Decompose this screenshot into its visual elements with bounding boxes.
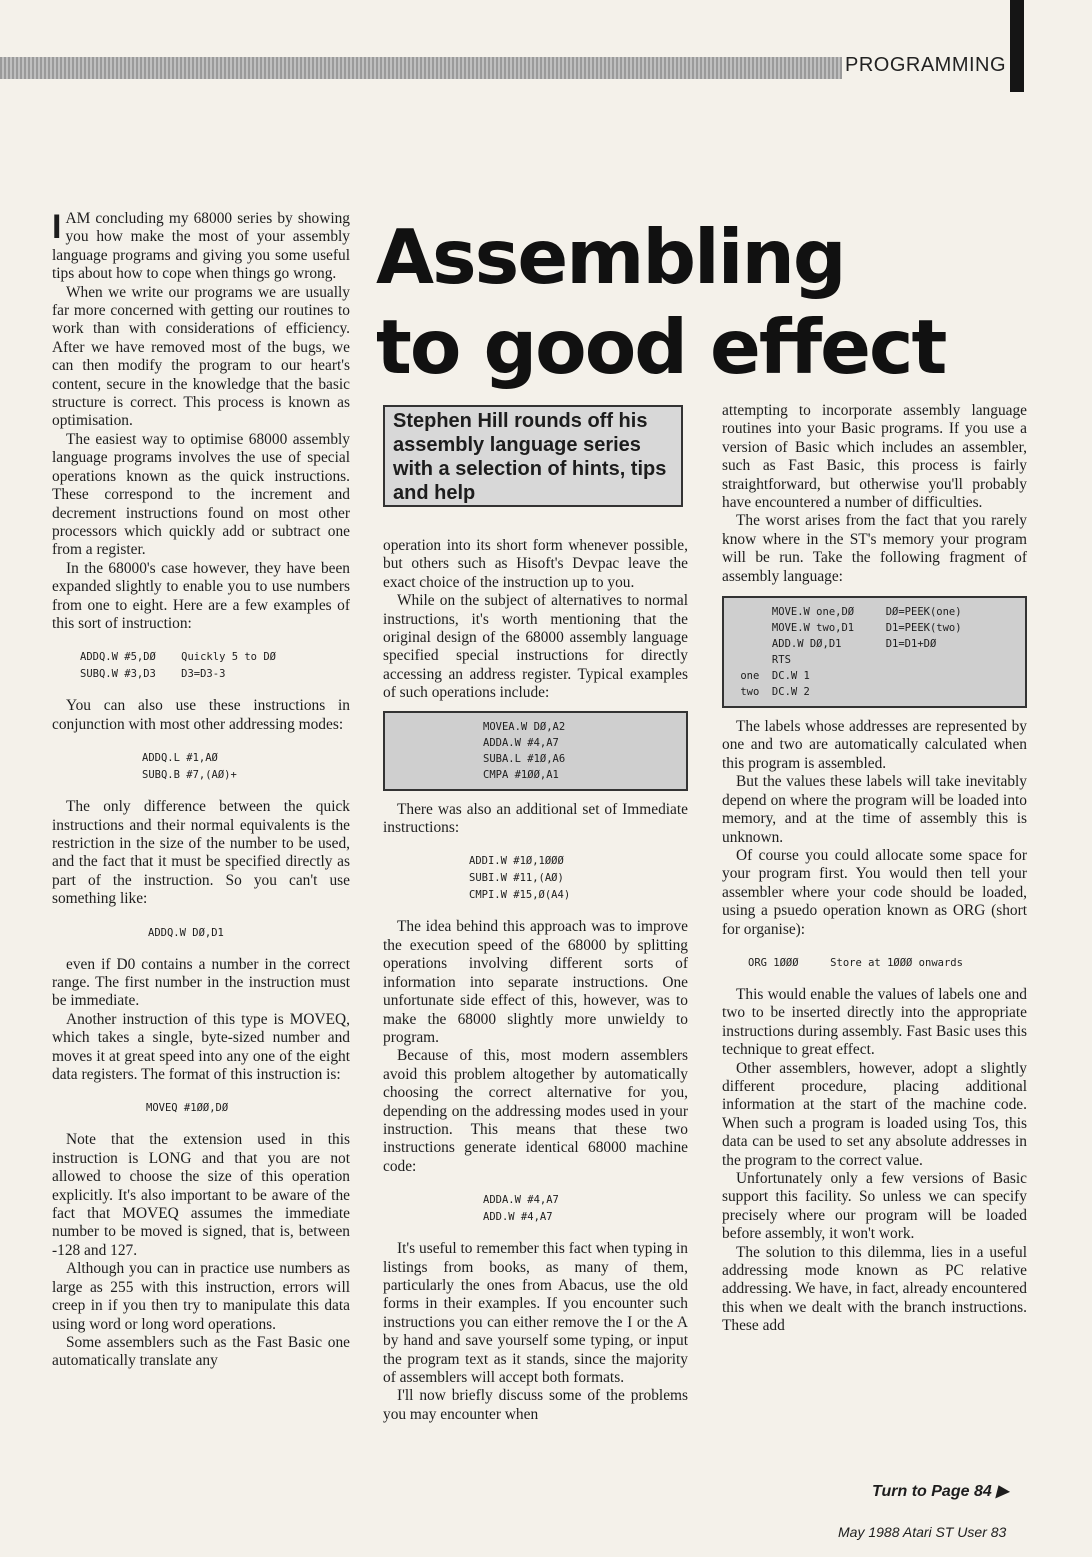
paragraph: This would enable the values of labels one and two to be inserted directly into the appropriate instructions during assembly. Fast Basic uses this technique to great effect. <box>722 985 1027 1059</box>
paragraph: When we write our programs we are usually far more concerned with getting our routines to work than with considerations of efficiency. After we have removed most of the bugs, we can then modify the program to our heart's content, secure in the knowledge that the basic structure is correct. This process is known as optimisation. <box>52 283 350 430</box>
headline-line-1: Assembling <box>376 213 845 301</box>
code-sample: ADDA.W #4,A7 ADD.W #4,A7 <box>483 1194 559 1224</box>
code-box: MOVEA.W DØ,A2 ADDA.W #4,A7 SUBA.L #1Ø,A6 CMPA #1ØØ,A1 <box>383 711 688 791</box>
paragraph: Unfortunately only a few versions of Basic support this facility. So unless we can specify precisely where our program will be loaded before assembly, it won't work. <box>722 1170 1027 1243</box>
code-sample: ADDQ.W DØ,D1 <box>148 926 224 939</box>
paragraph: Another instruction of this type is MOVEQ, which takes a single, byte-sized number and moves it at great speed into any one of the eight data registers. The format of this instruction is: <box>52 1010 350 1084</box>
standfirst: Stephen Hill rounds off his assembly language series with a selection of hints, tips and help <box>383 405 683 507</box>
paragraph: It's useful to remember this fact when typing in listings from books, as many of them, particularly the ones from Abacus, use the old forms in their examples. If you encounter such instructions you can either remove the I or the A by hand and save yourself some typing, or input the program text as it stands, since the majority of assemblers will accept both formats. <box>383 1240 688 1386</box>
code-sample: ADDI.W #1Ø,1ØØØ SUBI.W #11,(AØ) CMPI.W #15,Ø(A4) <box>469 855 571 902</box>
paragraph: The solution to this dilemma, lies in a useful addressing mode known as PC relative addressing. We have, in fact, already encountered this when we dealt with the branch instructions. These add <box>722 1243 1027 1335</box>
continued-notice: Turn to Page 84 ▶ <box>872 1483 1009 1500</box>
paragraph: even if D0 contains a number in the correct range. The first number in the instruction must be immediate. <box>52 955 350 1010</box>
paragraph: operation into its short form whenever possible, but others such as Hisoft's Devpac leave the exact choice of the instruction up to you. <box>383 537 688 591</box>
paragraph: Other assemblers, however, adopt a slightly different procedure, placing additional information at the start of the machine code. When such a program is loaded using Tos, this data can be used to set any absolute addresses in the program to the correct value. <box>722 1059 1027 1169</box>
paragraph: The only difference between the quick instructions and their normal equivalents is the restriction in the size of the number to be used, and the fact that it must be specified directly as part of the instruction. So you can't use something like: <box>52 798 350 908</box>
header-rule <box>0 57 842 79</box>
code-sample: ADDQ.W #5,DØ Quickly 5 to DØ SUBQ.W #3,D3 D3=D3-3 <box>80 651 276 681</box>
section-label: PROGRAMMING <box>845 54 1007 76</box>
paragraph: But the values these labels will take inevitably depend on where the program will be loaded into memory, and at the time of assembly this is unknown. <box>722 773 1027 846</box>
code-sample: MOVEQ #1ØØ,DØ <box>146 1102 229 1115</box>
drop-cap: I <box>52 208 62 246</box>
paragraph: Note that the extension used in this instruction is LONG and that you are not allowed to choose the size of this operation explicitly. It's also important to be aware of the fact that MOVEQ assumes the immediate number to be moved is signed, that is, between -128 and 127. <box>52 1131 350 1259</box>
paragraph: The labels whose addresses are represented by one and two are automatically calculated when this program is assembled. <box>722 718 1027 772</box>
paragraph: In the 68000's case however, they have been expanded slightly to enable you to use numbers from one to eight. Here are a few examples of this sort of instruction: <box>52 559 350 632</box>
code-sample: ORG 1ØØØ Store at 1ØØØ onwards <box>748 956 963 969</box>
column-1 <box>52 210 350 1371</box>
headline <box>376 212 945 392</box>
paragraph: attempting to incorporate assembly language routines into your Basic programs. If you use a version of Basic which includes an assembler, such as Fast Basic, this process is fairly straightforward, but otherwise you'll probably have encountered a number of difficulties. <box>722 402 1027 512</box>
paragraph: Of course you could allocate some space for your program first. You would then tell your assembler where your code should be loaded, using a psuedo operation known as ORG (short for organise): <box>722 846 1027 938</box>
code-box: MOVE.W one,DØ DØ=PEEK(one) MOVE.W two,D1 D1=PEEK(two) ADD.W DØ,D1 D1=D1+DØ RTS one DC.W 1 two DC.W 2 <box>722 596 1027 708</box>
column-3 <box>722 402 1027 1336</box>
code-sample: ADDQ.L #1,AØ SUBQ.B #7,(AØ)+ <box>142 752 237 782</box>
paragraph: The easiest way to optimise 68000 assembly language programs involves the use of special operations known as the quick instructions. These correspond to the increment and decrement instructions found on most other processors which quickly add or subtract one from a register. <box>52 430 350 559</box>
headline-line-2: to good effect <box>376 303 946 391</box>
paragraph: The idea behind this approach was to improve the execution speed of the 68000 by splitting operations involving different sorts of information into separate instructions. One unfortunate side effect of this, however, was to make the 68000 slightly more unwieldy to program. <box>383 918 688 1046</box>
paragraph: IAM concluding my 68000 series by showing you how make the most of your assembly language programs and giving you some useful tips about how to cope when things go wrong. <box>52 208 350 283</box>
paragraph: Because of this, most modern assemblers avoid this problem altogether by automatically choosing the correct alternative for you, depending on the addressing modes used in your instruction. This means that these two instructions generate identical 68000 machine code: <box>383 1047 688 1175</box>
column-2 <box>383 537 688 1424</box>
header-tab <box>1010 0 1024 92</box>
paragraph: I'll now briefly discuss some of the problems you may encounter when <box>383 1387 688 1423</box>
paragraph: There was also an additional set of Immediate instructions: <box>383 800 688 837</box>
paragraph: While on the subject of alternatives to normal instructions, it's worth mentioning that the original design of the 68000 assembly language specified special instructions for directly accessing an address register. Typical examples of such operations include: <box>383 592 688 702</box>
paragraph: Some assemblers such as the Fast Basic one automatically translate any <box>52 1333 350 1370</box>
paragraph: Although you can in practice use numbers as large as 255 with this instruction, errors will creep in if you then try to manipulate this data using word or long word operations. <box>52 1260 350 1333</box>
page-footer: May 1988 Atari ST User 83 <box>838 1524 1007 1540</box>
paragraph: You can also use these instructions in conjunction with most other addressing modes: <box>52 697 350 733</box>
paragraph: The worst arises from the fact that you rarely know where in the ST's memory your program will be run. Take the following fragment of assembly language: <box>722 512 1027 585</box>
